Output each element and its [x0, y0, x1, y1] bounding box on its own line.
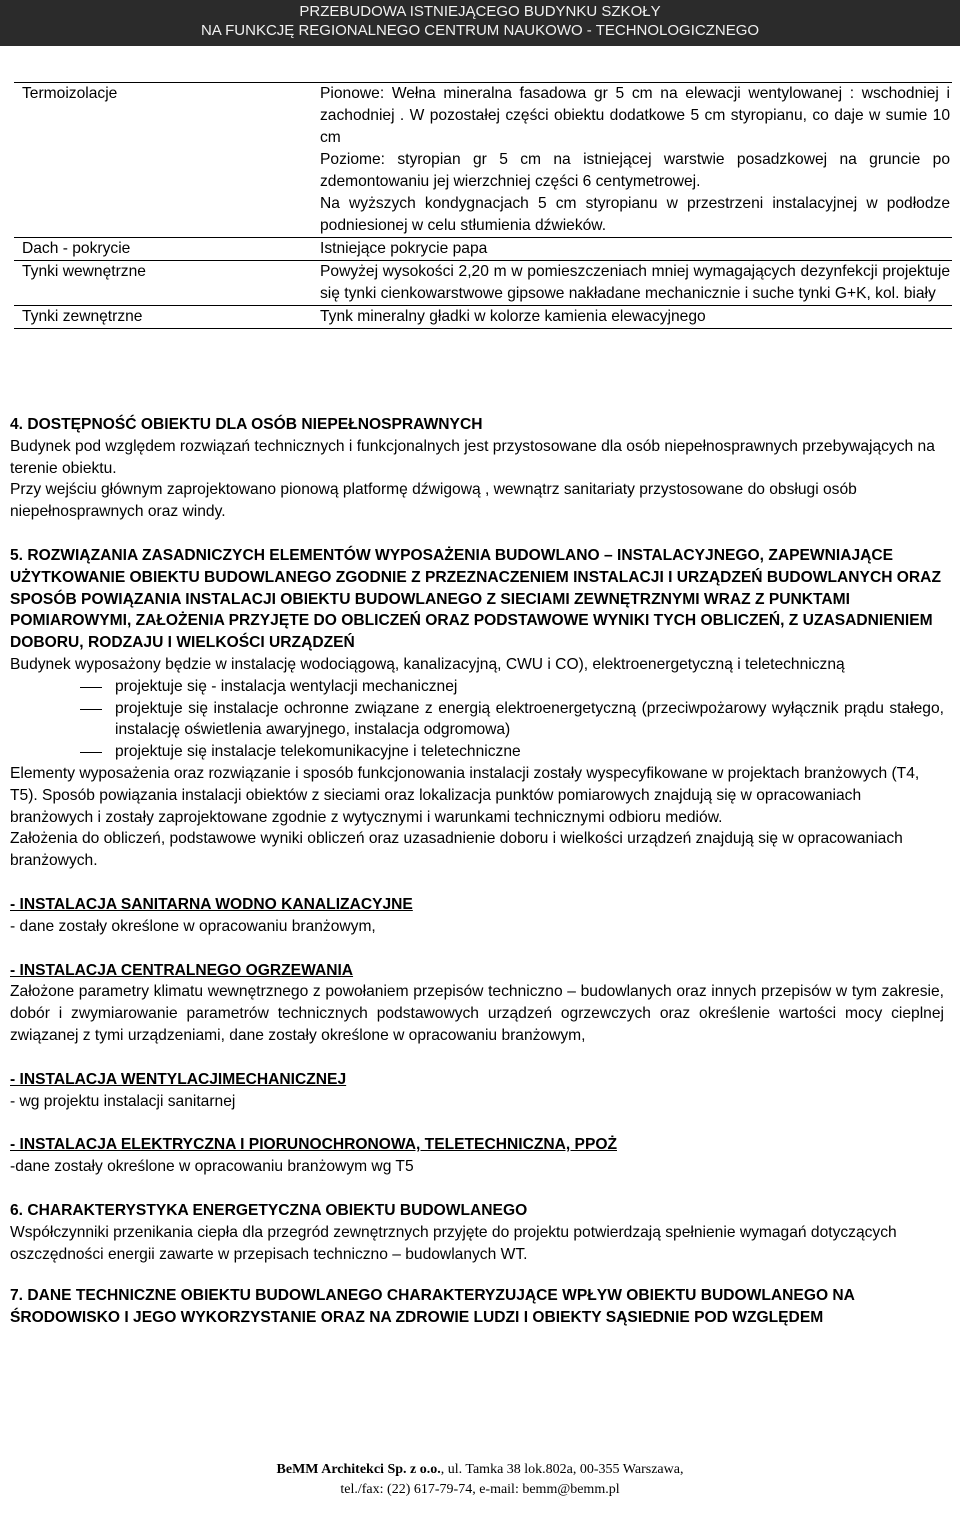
- installation-text: - dane zostały określone w opracowaniu branżowym,: [10, 917, 376, 935]
- row-label: Tynki wewnętrzne: [22, 263, 146, 280]
- installation-text: - wg projektu instalacji sanitarnej: [10, 1092, 236, 1110]
- row-value-line: Pionowe: Wełna mineralna fasadowa gr 5 cm na elewacji wentylowanej : wschodniej i zachodniej . W pozostałej części obiektu dodatkowe 5 cm styropianu, co daje w sumie 10 cm: [320, 85, 950, 146]
- section-5-paragraph: Elementy wyposażenia oraz rozwiązanie i sposób funkcjonowania instalacji zostały wyspecyfikowane w projektach branżowych (T4, T5). Sposób powiązania instalacji obiektów z sieciami oraz lokalizacja punktów pomiarowych znajdują się w opracowaniach branżowych i zostały zaprojektowane zgodnie z wytycznymi i warunkami technicznymi odbioru mediów.: [10, 764, 920, 826]
- section-7-heading: 7. DANE TECHNICZNE OBIEKTU BUDOWLANEGO CHARAKTERYZUJĄCE WPŁYW OBIEKTU BUDOWLANEGO NA ŚRODOWISKO I JEGO WYKORZYSTANIE ORAZ NA ZDROWIE LUDZI I OBIEKTY SĄSIEDNIE POD WZGLĘDEM: [10, 1287, 855, 1327]
- footer-contact: tel./fax: (22) 617-79-74, e-mail: bemm@bemm.pl: [340, 1482, 620, 1497]
- document-body: [10, 414, 944, 1329]
- section-4-paragraph: Budynek pod względem rozwiązań technicznych i funkcjonalnych jest przystosowane dla osób niepełnosprawnych przebywających na terenie obiektu.: [10, 437, 935, 477]
- spacer: [10, 1047, 944, 1069]
- section-5-paragraph: Założenia do obliczeń, podstawowe wyniki obliczeń oraz uzasadnienie doboru i wielkości urządzeń znajdują się w opracowaniach branżowych.: [10, 830, 903, 870]
- spacer: [10, 1178, 944, 1200]
- spacer: [10, 1265, 944, 1285]
- section-5-heading: 5. ROZWIĄZANIA ZASADNICZYCH ELEMENTÓW WYPOSAŻENIA BUDOWLANO – INSTALACYJNEGO, ZAPEWNIAJĄCE UŻYTKOWANIE OBIEKTU BUDOWLANEGO ZGODNIE Z PRZEZNACZENIEM INSTALACJI I URZĄDZEŃ BUDOWLANYCH ORAZ SPOSÓB POWIĄZANIA INSTALACJI OBIEKTU BUDOWLANEGO Z SIECIAMI ZEWNĘTRZNYMI WRAZ Z PUNKTAMI POMIAROWYMI, ZAŁOŻENIA PRZYJĘTE DO OBLICZEŃ ORAZ PODSTAWOWE WYNIKI TYCH OBLICZEŃ, Z UZASADNIENIEM DOBORU, RODZAJU I WIELKOŚCI URZĄDZEŃ: [10, 546, 941, 652]
- row-value-line: Powyżej wysokości 2,20 m w pomieszczeniach mniej wymagających dezynfekcji projektuje się tynki cienkowarstwowe gipsowe nakładane mechanicznie i suche tynki G+K, kol. biały: [320, 263, 950, 302]
- page-footer: [0, 1460, 960, 1500]
- row-value: [320, 83, 952, 237]
- installation-heading-electrical: - INSTALACJA ELEKTRYCZNA I PIORUNOCHRONOWA, TELETECHNICZNA, PPOŻ: [10, 1136, 617, 1154]
- installation-heading-sanitary: - INSTALACJA SANITARNA WODNO KANALIZACYJNE: [10, 895, 413, 913]
- section-4-paragraph: Przy wejściu głównym zaprojektowano pionową platformę dźwigową , wewnątrz sanitariaty przystosowane do obsługi osób niepełnosprawnych oraz windy.: [10, 481, 857, 521]
- table-row: [14, 237, 952, 260]
- installation-heading-heating: - INSTALACJA CENTRALNEGO OGRZEWANIA: [10, 961, 354, 979]
- list-item: projektuje się - instalacja wentylacji mechanicznej: [10, 676, 944, 698]
- section-5-intro: Budynek wyposażony będzie w instalację wodociągową, kanalizacyjną, CWU i CO), elektroenergetyczną i teletechniczną: [10, 655, 845, 673]
- footer-address: , ul. Tamka 38 lok.802a, 00-355 Warszawa,: [440, 1462, 684, 1477]
- row-label: Termoizolacje: [22, 85, 118, 102]
- materials-table: [14, 82, 952, 329]
- spacer: [10, 1112, 944, 1134]
- row-value: [320, 306, 952, 328]
- spacer: [10, 872, 944, 894]
- installation-heading-ventilation: - INSTALACJA WENTYLACJIMECHANICZNEJ: [10, 1070, 347, 1088]
- installation-text: -dane zostały określone w opracowaniu branżowym wg T5: [10, 1158, 414, 1176]
- footer-company: BeMM Architekci Sp. z o.o.: [276, 1462, 441, 1477]
- spacer: [10, 938, 944, 960]
- page-header: [0, 0, 960, 46]
- installation-text: Założone parametry klimatu wewnętrznego z powołaniem przepisów techniczno – budowlanych oraz innych przepisów w tym zakresie, dobór i zwymiarowanie parametrów technicznych podstawowych urządzeń ogrzewczych oraz określenie wartości mocy cieplnej związanej z tymi urządzeniami, dane zostały określone w opracowaniu branżowym,: [10, 983, 944, 1044]
- header-line-2: NA FUNKCJĘ REGIONALNEGO CENTRUM NAUKOWO - TECHNOLOGICZNEGO: [200, 22, 760, 39]
- table-row: [14, 305, 952, 329]
- installation-list: [10, 676, 944, 763]
- row-value-line: Na wyższych kondygnacjach 5 cm styropianu w przestrzeni instalacyjnej w podłodze podniesionej w celu stłumienia dźwieków.: [320, 195, 950, 234]
- list-item: projektuje się instalacje telekomunikacyjne i teletechniczne: [10, 741, 944, 763]
- table-row: [14, 82, 952, 237]
- row-value: [320, 238, 952, 260]
- row-label: Tynki zewnętrzne: [22, 308, 143, 325]
- section-6-heading: 6. CHARAKTERYSTYKA ENERGETYCZNA OBIEKTU BUDOWLANEGO: [10, 1201, 528, 1219]
- spacer: [10, 523, 944, 545]
- section-6-text: Współczynniki przenikania ciepła dla przegród zewnętrznych przyjęte do projektu potwierdzają spełnienie wymagań dotyczących oszczędności energii zawarte w przepisach techniczno – budowlanych WT.: [10, 1223, 897, 1263]
- table-row: [14, 260, 952, 305]
- section-4-heading: 4. DOSTĘPNOŚĆ OBIEKTU DLA OSÓB NIEPEŁNOSPRAWNYCH: [10, 416, 483, 433]
- header-line-1: PRZEBUDOWA ISTNIEJĄCEGO BUDYNKU SZKOŁY: [299, 3, 661, 20]
- row-value-line: Tynk mineralny gładki w kolorze kamienia elewacyjnego: [320, 308, 706, 325]
- row-value-line: Poziome: styropian gr 5 cm na istniejącej warstwie posadzkowej na gruncie po zdemontowaniu jej wierzchniej części 6 centymetrowej.: [320, 151, 950, 190]
- row-value: [320, 261, 952, 305]
- row-label: Dach - pokrycie: [22, 240, 131, 257]
- list-item: projektuje się instalacje ochronne związane z energią elektroenergetyczną (przeciwpożarowy wyłącznik prądu stałego, instalację oświetlenia awaryjnego, instalacja odgromowa): [10, 698, 944, 742]
- row-value-line: Istniejące pokrycie papa: [320, 240, 488, 257]
- footer-address-line: [0, 1460, 960, 1480]
